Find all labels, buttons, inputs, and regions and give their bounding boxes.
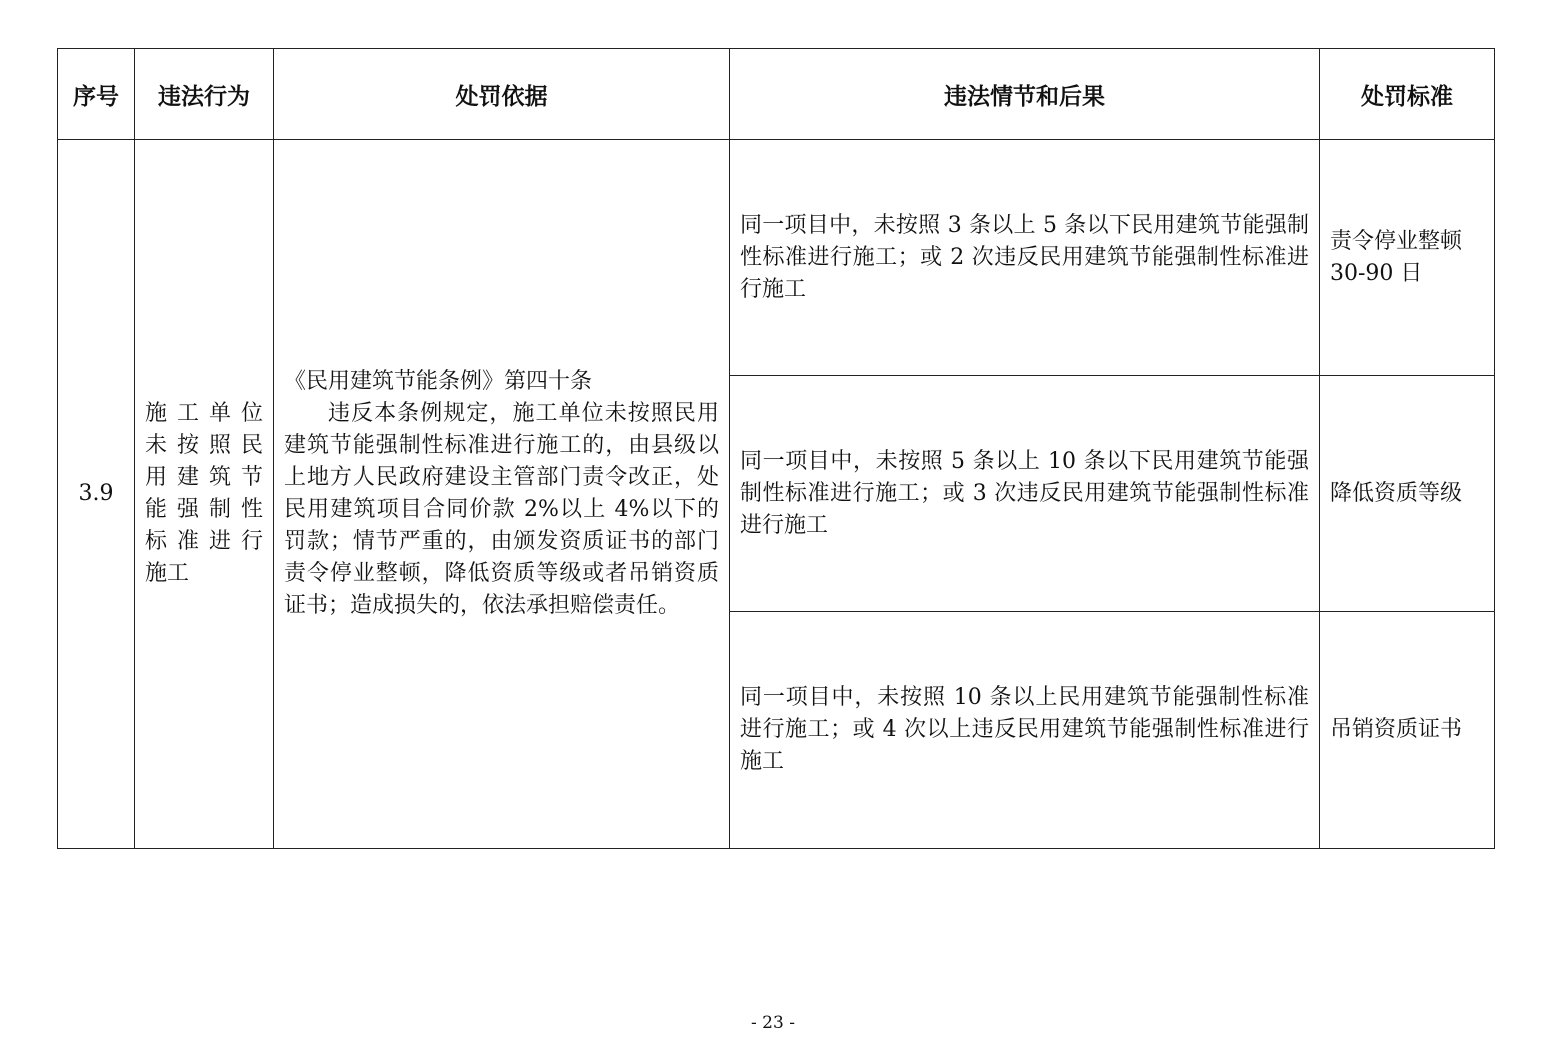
header-violation: 违法行为 (135, 49, 274, 140)
serial-cell: 3.9 (58, 140, 135, 849)
basis-title: 《民用建筑节能条例》第四十条 (284, 369, 593, 394)
table-row (58, 140, 1495, 376)
header-row (58, 49, 1495, 140)
standard-cell: 责令停业整顿 30-90 日 (1320, 140, 1495, 376)
penalty-table (57, 48, 1495, 849)
basis-cell (274, 140, 730, 849)
violation-text-line: 标准进行 (145, 529, 263, 554)
violation-text-line: 未按照民 (145, 433, 263, 458)
violation-text-line: 用建筑节 (145, 465, 263, 490)
violation-cell (135, 140, 274, 849)
violation-text-line: 施工单位 (145, 401, 263, 426)
header-standard: 处罚标准 (1320, 49, 1495, 140)
standard-cell: 降低资质等级 (1320, 376, 1495, 612)
basis-body: 违反本条例规定，施工单位未按照民用建筑节能强制性标准进行施工的，由县级以上地方人民政府建设主管部门责令改正，处民用建筑项目合同价款 2%以上 4%以下的罚款；情节严重的，由颁发资质证书的部门责令停业整顿，降低资质等级或者吊销资质证书；造成损失的，依法承担赔偿责任。 (284, 401, 719, 618)
violation-text-line: 施工 (145, 561, 190, 586)
violation-text-line: 能强制性 (145, 497, 263, 522)
page-number: - 23 - (751, 1013, 795, 1033)
header-circumstances: 违法情节和后果 (730, 49, 1320, 140)
header-basis: 处罚依据 (274, 49, 730, 140)
standard-cell: 吊销资质证书 (1320, 612, 1495, 849)
circumstance-cell: 同一项目中，未按照 10 条以上民用建筑节能强制性标准进行施工；或 4 次以上违反民用建筑节能强制性标准进行施工 (730, 612, 1320, 849)
header-serial: 序号 (58, 49, 135, 140)
circumstance-cell: 同一项目中，未按照 5 条以上 10 条以下民用建筑节能强制性标准进行施工；或 3 次违反民用建筑节能强制性标准进行施工 (730, 376, 1320, 612)
circumstance-cell: 同一项目中，未按照 3 条以上 5 条以下民用建筑节能强制性标准进行施工；或 2 次违反民用建筑节能强制性标准进行施工 (730, 140, 1320, 376)
